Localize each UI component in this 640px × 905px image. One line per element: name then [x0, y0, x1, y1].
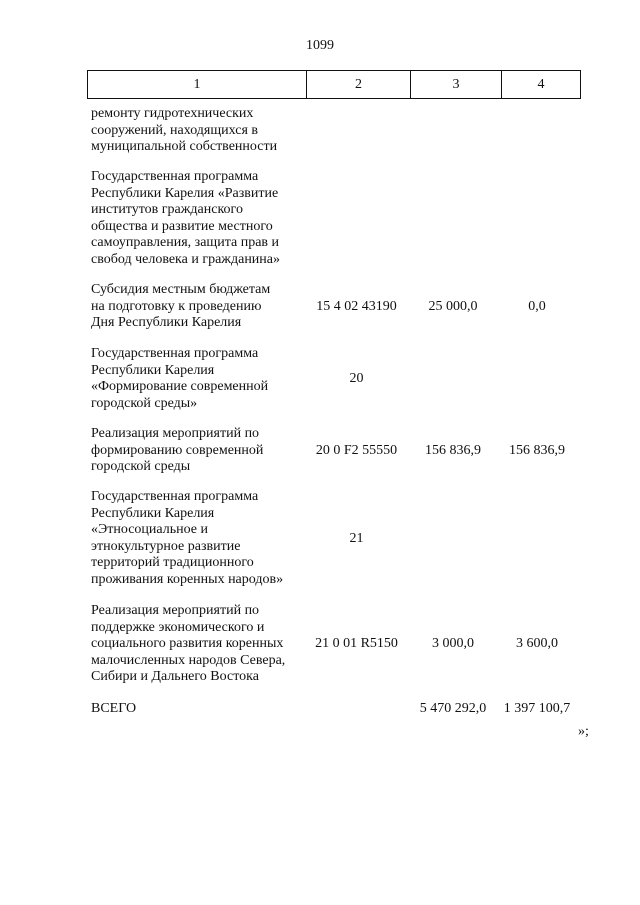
description-line: сооружений, находящихся в [91, 122, 258, 138]
row-description [87, 426, 305, 476]
description-line: Республики Карелия [91, 505, 215, 521]
description-line: формированию современной [91, 442, 264, 458]
row-description [87, 106, 305, 156]
total-label: ВСЕГО [91, 701, 137, 716]
table-row [87, 426, 576, 476]
description-line: социального развития коренных [91, 636, 284, 652]
total-value-4: 1 397 100,7 [503, 701, 571, 717]
table-row [87, 169, 576, 269]
description-line: Государственная программа [91, 346, 259, 361]
row-value-4 [498, 346, 576, 412]
row-description [87, 603, 305, 686]
description-line: малочисленных народов Севера, [91, 652, 286, 668]
row-value-4 [498, 489, 576, 589]
description-line: поддержке экономического и [91, 619, 265, 635]
description-line: общества и развитие местного [91, 218, 273, 234]
description-line: городской среды [91, 459, 191, 475]
description-line: территорий традиционного [91, 555, 254, 571]
row-code: 20 [349, 371, 364, 387]
description-line: муниципальной собственности [91, 139, 278, 155]
description-line: Реализация мероприятий по [91, 603, 260, 618]
row-description [87, 489, 305, 589]
row-value-4 [498, 169, 576, 269]
description-line: Государственная программа [91, 489, 259, 504]
row-value-4: 156 836,9 [509, 442, 565, 458]
table-row [87, 489, 576, 589]
description-line: этнокультурное развитие [91, 538, 241, 554]
description-line: Сибири и Дальнего Востока [91, 669, 259, 685]
row-value-3 [408, 489, 498, 589]
description-line: «Формирование современной [91, 379, 269, 395]
description-line: Дня Республики Карелия [91, 315, 242, 331]
description-line: ремонту гидротехнических [91, 106, 254, 121]
table-row [87, 106, 576, 156]
description-line: на подготовку к проведению [91, 298, 262, 314]
row-code [305, 169, 408, 269]
table-row [87, 282, 576, 332]
description-line: свобод человека и гражданина» [91, 251, 281, 267]
row-value-3 [408, 106, 498, 156]
description-line: Государственная программа [91, 169, 259, 184]
description-line: Реализация мероприятий по [91, 426, 260, 441]
row-value-3: 156 836,9 [425, 442, 481, 458]
row-value-3 [408, 169, 498, 269]
column-header-3: 3 [411, 71, 502, 99]
table-column-header [87, 70, 581, 99]
closing-quote-mark: »; [578, 724, 589, 739]
table-row [87, 603, 576, 686]
row-description [87, 282, 305, 332]
row-description [87, 346, 305, 412]
table-row [87, 346, 576, 412]
row-value-4 [498, 106, 576, 156]
row-code: 21 [349, 530, 364, 546]
row-code [305, 701, 408, 718]
description-line: «Этносоциальное и [91, 522, 208, 538]
row-value-4: 0,0 [528, 298, 546, 314]
description-line: Субсидия местным бюджетам [91, 282, 271, 297]
row-code: 15 4 02 43190 [316, 298, 397, 314]
row-code: 21 0 01 R5150 [315, 636, 398, 652]
description-line: самоуправления, защита прав и [91, 235, 280, 251]
row-value-3: 25 000,0 [428, 298, 478, 314]
row-value-3: 3 000,0 [432, 636, 474, 652]
description-line: проживания коренных народов» [91, 571, 284, 587]
table-row-total [87, 701, 576, 718]
page-number: 1099 [306, 38, 334, 53]
description-line: Республики Карелия «Развитие [91, 185, 279, 201]
description-line: институтов гражданского [91, 202, 243, 218]
column-header-4: 4 [502, 71, 581, 99]
row-code: 20 0 F2 55550 [315, 442, 398, 458]
description-line: Республики Карелия [91, 362, 215, 378]
description-line: городской среды» [91, 395, 198, 411]
row-value-4: 3 600,0 [516, 636, 558, 652]
row-value-3 [408, 346, 498, 412]
row-description [87, 169, 305, 269]
row-code [305, 106, 408, 156]
row-description [87, 701, 305, 718]
column-header-2: 2 [307, 71, 411, 99]
column-header-1: 1 [88, 71, 307, 99]
total-value-3: 5 470 292,0 [419, 701, 487, 717]
